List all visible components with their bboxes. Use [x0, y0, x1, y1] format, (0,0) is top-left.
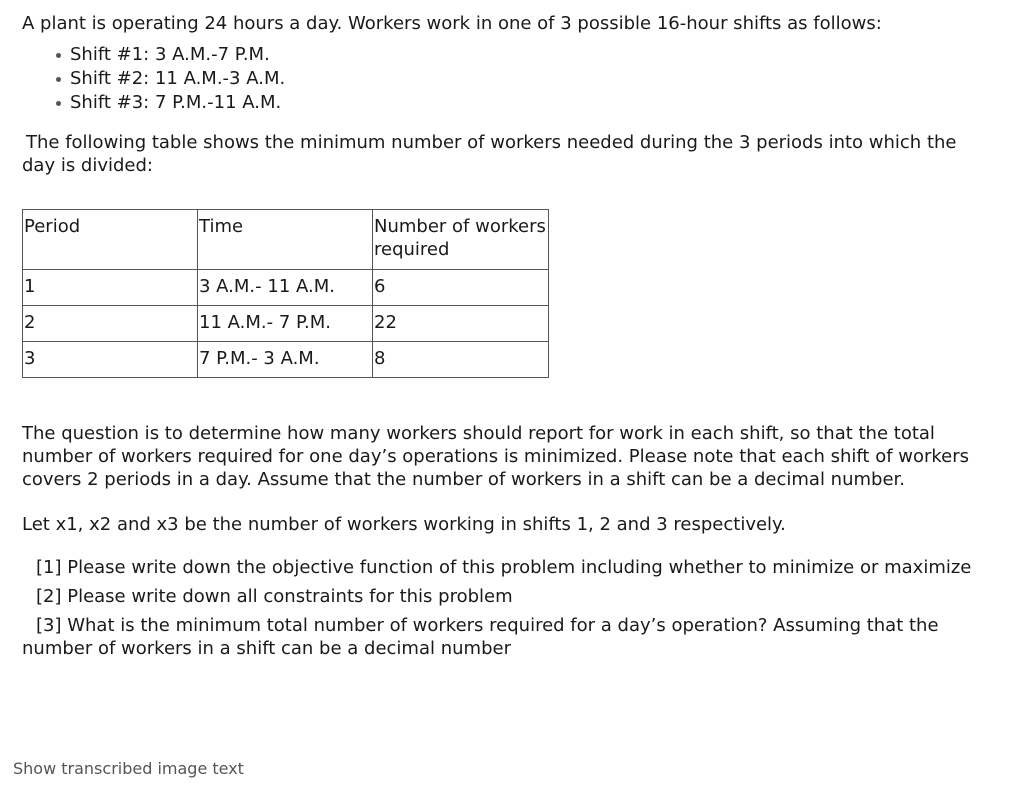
table-header-row: [23, 210, 549, 270]
show-transcribed-text-link[interactable]: Show transcribed image text: [13, 759, 244, 778]
workers-table: [22, 209, 549, 378]
cell-time: 7 P.M.- 3 A.M.: [198, 342, 373, 378]
shift-list: [22, 43, 982, 115]
header-time: Time: [198, 210, 373, 270]
table-row: [23, 270, 549, 306]
shift-item: Shift #3: 7 P.M.-11 A.M.: [56, 91, 982, 115]
problem-content: [22, 12, 982, 666]
cell-workers: 8: [373, 342, 549, 378]
question-part-3: [3] What is the minimum total number of workers required for a day’s operation? Assuming that the number of workers in a shift can be a decimal number: [22, 615, 939, 659]
variable-definition: Let x1, x2 and x3 be the number of workers working in shifts 1, 2 and 3 respectively.: [22, 514, 786, 535]
cell-period: 1: [23, 270, 198, 306]
cell-time: 3 A.M.- 11 A.M.: [198, 270, 373, 306]
cell-workers: 6: [373, 270, 549, 306]
cell-period: 3: [23, 342, 198, 378]
question-part-1: [1] Please write down the objective function of this problem including whether to minimize or maximize: [36, 557, 972, 578]
cell-workers: 22: [373, 306, 549, 342]
cell-period: 2: [23, 306, 198, 342]
cell-time: 11 A.M.- 7 P.M.: [198, 306, 373, 342]
question-parts: [22, 556, 982, 660]
header-workers-required: Number of workers required: [373, 210, 549, 270]
question-part-2: [2] Please write down all constraints for this problem: [36, 586, 513, 607]
shift-item: Shift #2: 11 A.M.-3 A.M.: [56, 67, 982, 91]
table-intro-text: The following table shows the minimum number of workers needed during the 3 periods into which the day is divided:: [22, 132, 957, 176]
shift-item: Shift #1: 3 A.M.-7 P.M.: [56, 43, 982, 67]
table-row: [23, 342, 549, 378]
header-period: Period: [23, 210, 198, 270]
intro-text: A plant is operating 24 hours a day. Workers work in one of 3 possible 16-hour shifts as follows:: [22, 13, 882, 34]
table-row: [23, 306, 549, 342]
question-text: The question is to determine how many workers should report for work in each shift, so that the total number of workers required for one day’s operations is minimized. Please note that each shift of workers covers 2 periods in a day. Assume that the number of workers in a shift can be a decimal number.: [22, 423, 970, 490]
